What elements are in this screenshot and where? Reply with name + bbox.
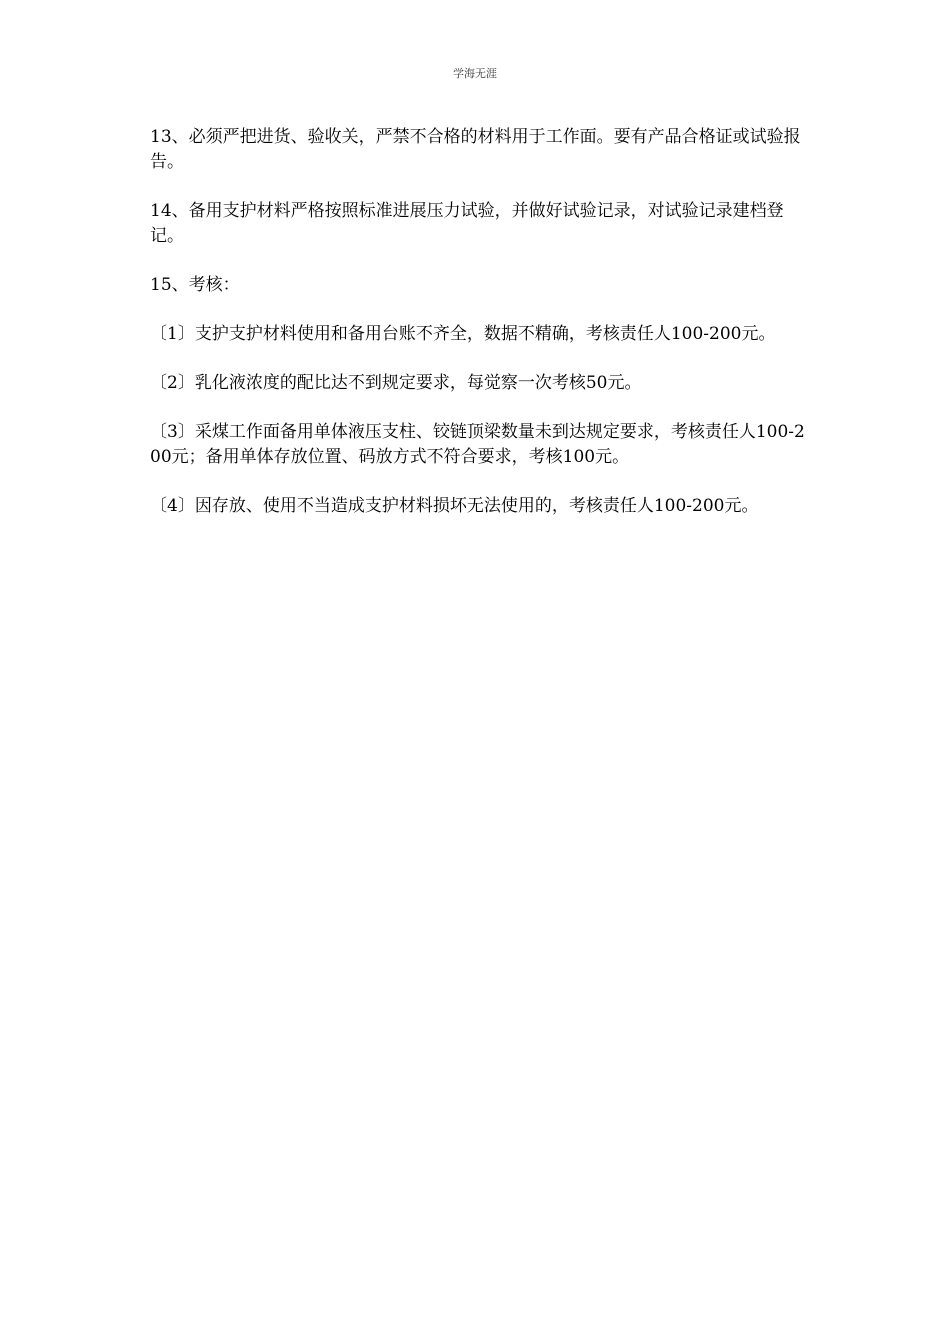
paragraph-item-14: 14、备用支护材料严格按照标准进展压力试验，并做好试验记录，对试验记录建档登记。 <box>150 201 784 246</box>
paragraph-item-15: 15、考核： <box>150 275 240 295</box>
assessment-item-3: 〔3〕采煤工作面备用单体液压支柱、铰链顶梁数量未到达规定要求，考核责任人100-200元；备用单体存放位置、码放方式不符合要求，考核100元。 <box>150 422 805 467</box>
page-header: 学海无涯 <box>453 67 497 80</box>
paragraph-item-13: 13、必须严把进货、验收关，严禁不合格的材料用于工作面。要有产品合格证或试验报告。 <box>150 127 801 172</box>
document-body <box>150 125 805 543</box>
assessment-item-4: 〔4〕因存放、使用不当造成支护材料损坏无法使用的，考核责任人100-200元。 <box>150 496 759 516</box>
assessment-item-1: 〔1〕支护支护材料使用和备用台账不齐全，数据不精确，考核责任人100-200元。 <box>150 324 776 344</box>
assessment-item-2: 〔2〕乳化液浓度的配比达不到规定要求，每觉察一次考核50元。 <box>150 373 642 393</box>
